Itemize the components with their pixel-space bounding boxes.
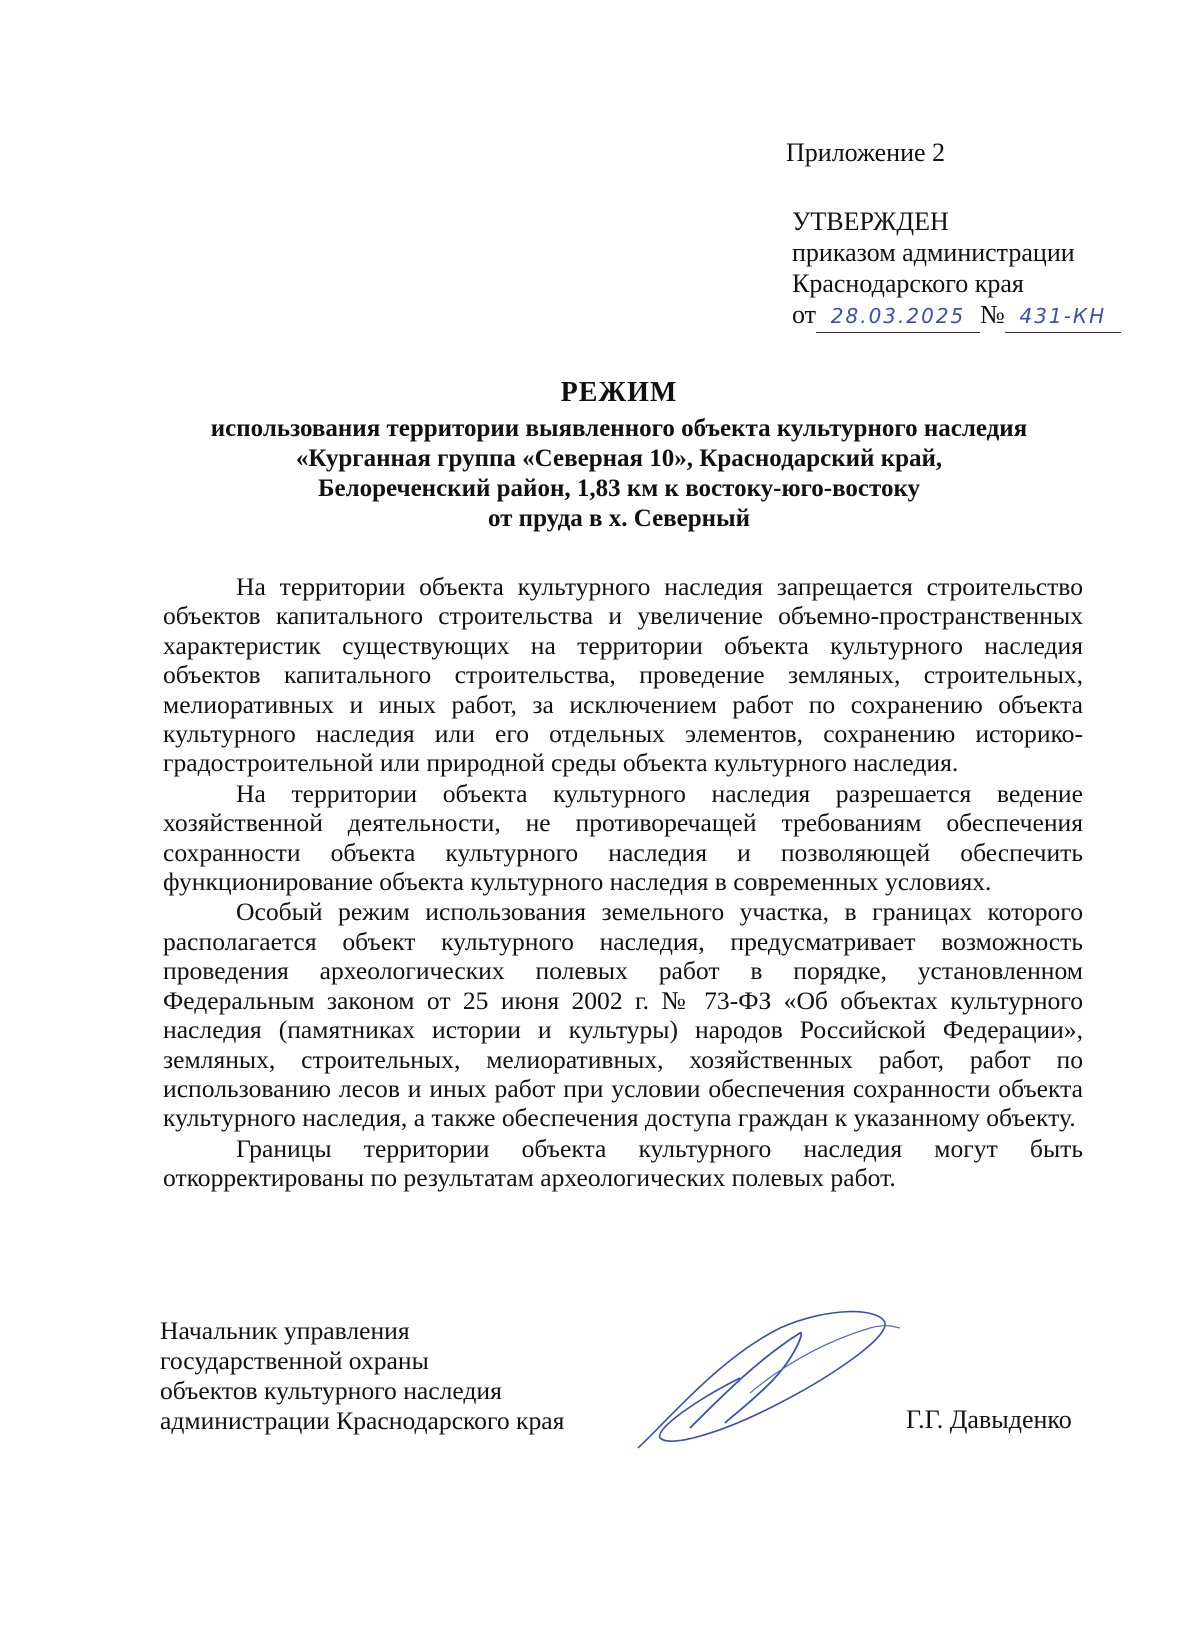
paragraph-permissions: На территории объекта культурного наследия разрешается ведение хозяйственной деятельности, не противоречащей требованиям обеспечения сохранности объекта культурного наследия и позволяющей обеспечить функционирование объекта культурного наследия в современных условиях. [163, 778, 1083, 897]
signature-position-line-3: объектов культурного наследия [160, 1376, 502, 1405]
approval-date-line [792, 299, 1121, 333]
approval-region-line: Краснодарского края [792, 269, 1024, 298]
title-line-1: использования территории выявленного объекта культурного наследия [210, 415, 1028, 442]
paragraph-prohibitions: На территории объекта культурного наследия запрещается строительство объектов капитального строительства и увеличение объемно-пространственных характеристик существующих на территории объекта культурного наследия объектов капитального строительства, проведение земляных, строительных, мелиоративных и иных работ, за исключением работ по сохранению объекта культурного наследия или его отдельных элементов, сохранению историко-градостроительной или природной среды объекта культурного наследия. [163, 572, 1083, 778]
handwritten-signature [630, 1298, 910, 1468]
approval-block [792, 206, 1121, 333]
signature-position-line-4: администрации Краснодарского края [160, 1406, 565, 1435]
signature-stroke-1 [638, 1312, 885, 1448]
appendix-label: Приложение 2 [786, 138, 946, 167]
handwritten-date: 28.03.2025 [816, 301, 980, 333]
paragraph-boundaries: Границы территории объекта культурного наследия могут быть откорректированы по результатам археологических полевых работ. [163, 1133, 1083, 1193]
handwritten-number: 431-КН [1005, 301, 1121, 333]
approval-order-line: приказом администрации [792, 238, 1075, 267]
title-line-2: «Курганная группа «Северная 10», Краснодарский край, [295, 445, 943, 472]
document-title [150, 376, 1088, 534]
approval-heading: УТВЕРЖДЕН [792, 207, 949, 236]
number-prefix: № [980, 300, 1005, 329]
title-main: РЕЖИМ [560, 377, 678, 408]
paragraph-special-regime: Особый режим использования земельного участка, в границах которого располагается объект культурного наследия, предусматривает возможность проведения археологических полевых работ в порядке, установленном Федеральным законом от 25 июня 2002 г. № 73-ФЗ «Об объектах культурного наследия (памятниках истории и культуры) народов Российской Федерации», земляных, строительных, мелиоративных, хозяйственных работ, работ по использованию лесов и иных работ при условии обеспечения сохранности объекта культурного наследия, а также обеспечения доступа граждан к указанному объекту. [163, 897, 1083, 1133]
signer-name: Г.Г. Давыденко [906, 1405, 1072, 1434]
signature-position-line-2: государственной охраны [160, 1346, 429, 1375]
title-line-3: Белореченский район, 1,83 км к востоку-юго-востоку [317, 475, 921, 502]
signature-stroke-3 [750, 1326, 900, 1393]
title-line-4: от пруда в х. Северный [487, 505, 751, 532]
signature-position [160, 1316, 564, 1436]
date-prefix: от [792, 300, 817, 329]
document-body [163, 572, 1083, 1193]
signature-position-line-1: Начальник управления [160, 1316, 410, 1345]
